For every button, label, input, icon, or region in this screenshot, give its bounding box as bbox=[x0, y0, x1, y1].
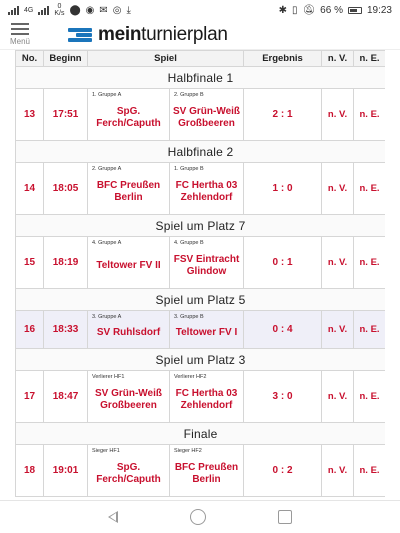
home-team-link[interactable]: SV Ruhlsdorf bbox=[96, 327, 161, 338]
match-time: 17:51 bbox=[44, 89, 88, 141]
away-qualifier: 4. Gruppe B bbox=[174, 240, 204, 246]
section-title: Halbfinale 1 bbox=[16, 67, 386, 89]
section-row bbox=[16, 289, 386, 311]
app-header bbox=[0, 20, 400, 50]
match-time: 19:01 bbox=[44, 445, 88, 497]
away-team-link[interactable]: FC Hertha 03 Zehlendorf bbox=[175, 180, 238, 203]
home-team-cell bbox=[88, 237, 170, 289]
logo-mark-icon bbox=[68, 27, 92, 43]
section-row bbox=[16, 141, 386, 163]
away-qualifier: Verlierer HF2 bbox=[174, 374, 207, 380]
home-team-link[interactable]: SV Grün-Weiß Großbeeren bbox=[94, 388, 163, 411]
section-title: Halbfinale 2 bbox=[16, 141, 386, 163]
battery-text: 66 % bbox=[320, 4, 343, 16]
overtime-mark: n. V. bbox=[322, 89, 354, 141]
home-qualifier: 4. Gruppe A bbox=[92, 240, 122, 246]
table-header-row bbox=[16, 51, 386, 67]
penalty-mark: n. E. bbox=[354, 371, 385, 423]
section-title: Finale bbox=[16, 423, 386, 445]
away-team-cell bbox=[170, 89, 244, 141]
vibrate-icon: ▯ bbox=[291, 4, 298, 16]
section-title: Spiel um Platz 5 bbox=[16, 289, 386, 311]
match-number: 18 bbox=[16, 445, 44, 497]
away-team-link[interactable]: FC Hertha 03 Zehlendorf bbox=[175, 388, 238, 411]
header-spiel: Spiel bbox=[88, 51, 244, 67]
match-number: 17 bbox=[16, 371, 44, 423]
match-number: 14 bbox=[16, 163, 44, 215]
signal-icon bbox=[8, 6, 19, 15]
away-team-link[interactable]: Teltower FV I bbox=[175, 327, 238, 338]
schedule-table bbox=[15, 50, 385, 497]
status-right bbox=[279, 5, 392, 16]
match-result: 0 : 2 bbox=[244, 445, 322, 497]
brand-logo[interactable] bbox=[68, 24, 228, 46]
overtime-mark: n. V. bbox=[322, 311, 354, 349]
match-result: 1 : 0 bbox=[244, 163, 322, 215]
section-row bbox=[16, 423, 386, 445]
home-team-link[interactable]: Teltower FV II bbox=[96, 260, 161, 271]
brand-name bbox=[98, 24, 228, 46]
away-team-cell bbox=[170, 311, 244, 349]
table-row[interactable] bbox=[16, 371, 386, 423]
match-time: 18:47 bbox=[44, 371, 88, 423]
network-label: 4G bbox=[24, 6, 34, 14]
header-beginn: Beginn bbox=[44, 51, 88, 67]
section-row bbox=[16, 67, 386, 89]
home-team-cell bbox=[88, 163, 170, 215]
signal-icon-2 bbox=[38, 6, 49, 15]
away-team-cell bbox=[170, 237, 244, 289]
notification-icon-1: ⬤ bbox=[69, 4, 81, 16]
home-qualifier: 3. Gruppe A bbox=[92, 314, 122, 320]
away-qualifier: Sieger HF2 bbox=[174, 448, 202, 454]
match-time: 18:19 bbox=[44, 237, 88, 289]
overtime-mark: n. V. bbox=[322, 445, 354, 497]
home-team-link[interactable]: BFC Preußen Berlin bbox=[96, 180, 161, 203]
table-row[interactable] bbox=[16, 237, 386, 289]
away-qualifier: 3. Gruppe B bbox=[174, 314, 204, 320]
battery-icon bbox=[348, 7, 362, 14]
section-row bbox=[16, 349, 386, 371]
home-team-cell bbox=[88, 371, 170, 423]
home-team-link[interactable]: SpG. Ferch/Caputh bbox=[96, 462, 161, 485]
brand-light: mein bbox=[98, 23, 142, 45]
table-row[interactable] bbox=[16, 311, 386, 349]
mute-icon: 🔕︎ bbox=[302, 4, 316, 16]
header-no: No. bbox=[16, 51, 44, 67]
table-row[interactable] bbox=[16, 163, 386, 215]
penalty-mark: n. E. bbox=[354, 237, 385, 289]
home-team-cell bbox=[88, 89, 170, 141]
bluetooth-icon: ✱ bbox=[278, 4, 287, 16]
home-team-cell bbox=[88, 445, 170, 497]
notification-icon-2: ◉ bbox=[85, 4, 95, 16]
match-number: 16 bbox=[16, 311, 44, 349]
match-result: 0 : 1 bbox=[244, 237, 322, 289]
table-row[interactable] bbox=[16, 445, 386, 497]
home-qualifier: Verlierer HF1 bbox=[92, 374, 125, 380]
notification-icon-3: ✉ bbox=[99, 4, 108, 16]
speed-value: 0 bbox=[57, 3, 62, 10]
header-nv: n. V. bbox=[322, 51, 354, 67]
away-team-link[interactable]: BFC Preußen Berlin bbox=[174, 462, 239, 485]
home-qualifier: 1. Gruppe A bbox=[92, 92, 122, 98]
clock: 19:23 bbox=[366, 4, 392, 16]
download-icon: ⤓ bbox=[126, 4, 131, 16]
home-team-link[interactable]: SpG. Ferch/Caputh bbox=[96, 106, 161, 129]
header-ne: n. E. bbox=[354, 51, 385, 67]
brand-bold: turnierplan bbox=[141, 23, 228, 45]
overtime-mark: n. V. bbox=[322, 237, 354, 289]
match-result: 0 : 4 bbox=[244, 311, 322, 349]
overtime-mark: n. V. bbox=[322, 371, 354, 423]
match-time: 18:05 bbox=[44, 163, 88, 215]
table-row[interactable] bbox=[16, 89, 386, 141]
penalty-mark: n. E. bbox=[354, 89, 385, 141]
overtime-mark: n. V. bbox=[322, 163, 354, 215]
notification-icon-4: ◎ bbox=[112, 4, 122, 16]
schedule-container[interactable] bbox=[15, 50, 385, 500]
home-qualifier: 2. Gruppe A bbox=[92, 166, 122, 172]
status-left bbox=[8, 3, 131, 17]
match-result: 3 : 0 bbox=[244, 371, 322, 423]
home-team-cell bbox=[88, 311, 170, 349]
home-qualifier: Sieger HF1 bbox=[92, 448, 120, 454]
hamburger-icon bbox=[11, 23, 29, 35]
away-team-link[interactable]: FSV Eintracht Glindow bbox=[173, 254, 240, 277]
penalty-mark: n. E. bbox=[354, 163, 385, 215]
recent-apps-icon[interactable] bbox=[278, 510, 292, 524]
away-team-cell bbox=[170, 163, 244, 215]
status-bar bbox=[0, 0, 400, 20]
penalty-mark: n. E. bbox=[354, 445, 385, 497]
section-row bbox=[16, 215, 386, 237]
home-icon[interactable] bbox=[190, 509, 206, 525]
match-result: 2 : 1 bbox=[244, 89, 322, 141]
match-number: 15 bbox=[16, 237, 44, 289]
away-qualifier: 1. Gruppe B bbox=[174, 166, 204, 172]
match-number: 13 bbox=[16, 89, 44, 141]
menu-button[interactable] bbox=[0, 20, 40, 50]
menu-label: Menü bbox=[9, 37, 30, 46]
speed-unit: K/s bbox=[54, 10, 65, 17]
away-qualifier: 2. Gruppe B bbox=[174, 92, 204, 98]
penalty-mark: n. E. bbox=[354, 311, 385, 349]
back-icon[interactable] bbox=[108, 511, 118, 523]
away-team-cell bbox=[170, 445, 244, 497]
system-nav-bar bbox=[0, 501, 400, 533]
match-time: 18:33 bbox=[44, 311, 88, 349]
away-team-link[interactable]: SV Grün-Weiß Großbeeren bbox=[172, 106, 241, 129]
section-title: Spiel um Platz 7 bbox=[16, 215, 386, 237]
speed-indicator bbox=[54, 3, 64, 17]
header-ergebnis: Ergebnis bbox=[244, 51, 322, 67]
section-title: Spiel um Platz 3 bbox=[16, 349, 386, 371]
away-team-cell bbox=[170, 371, 244, 423]
